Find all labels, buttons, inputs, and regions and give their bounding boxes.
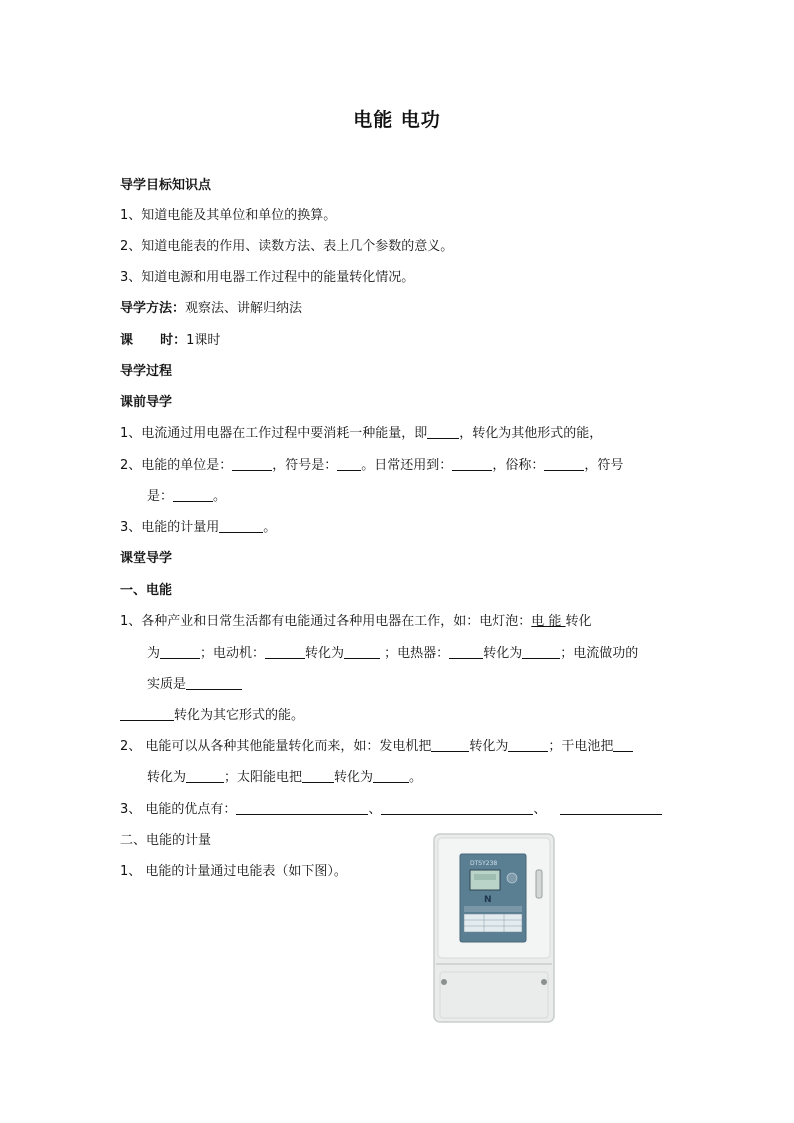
filled-answer: 电 能 — [531, 614, 566, 629]
answer-blank[interactable] — [522, 646, 560, 659]
s1-question-1: 1、各种产业和日常生活都有电能通过各种用电器在工作，如：电灯泡：电 能 转化 — [120, 614, 592, 629]
electric-meter-image — [432, 832, 556, 1024]
answer-blank[interactable] — [232, 458, 272, 471]
objective-3: 3、知道电源和用电器工作过程中的能量转化情况。 — [120, 270, 415, 285]
answer-blank[interactable] — [302, 770, 334, 783]
answer-blank[interactable] — [337, 458, 361, 471]
process-heading: 导学过程 — [120, 364, 173, 379]
method-value: 观察法、讲解归纳法 — [185, 301, 303, 316]
pre-question-3: 3、电能的计量用 。 — [120, 520, 277, 535]
answer-blank[interactable] — [236, 802, 368, 815]
answer-blank[interactable] — [431, 739, 469, 752]
answer-blank[interactable] — [186, 677, 242, 690]
meter-model-text: DTSY238 — [470, 860, 498, 867]
answer-blank[interactable] — [173, 489, 213, 502]
answer-blank[interactable] — [452, 458, 492, 471]
electric-meter-icon — [432, 832, 556, 1024]
answer-blank[interactable] — [219, 520, 263, 533]
answer-blank[interactable] — [186, 770, 224, 783]
s2-question-1: 1、 电能的计量通过电能表（如下图）。 — [120, 864, 347, 879]
answer-blank[interactable] — [508, 739, 548, 752]
s1-question-3: 3、 电能的优点有： 、 、 — [120, 801, 662, 819]
pre-heading: 课前导学 — [120, 395, 173, 410]
hours-label: 课 时： — [120, 333, 187, 348]
answer-blank[interactable] — [427, 426, 459, 439]
answer-blank[interactable] — [560, 802, 662, 815]
answer-blank[interactable] — [373, 770, 409, 783]
answer-blank[interactable] — [344, 646, 380, 659]
answer-blank[interactable] — [381, 802, 533, 815]
pre-question-2: 2、电能的单位是： ，符号是： 。日常还用到： ，俗称： ，符号 — [120, 458, 624, 473]
pre-question-1: 1、电流通过用电器在工作过程中要消耗一种能量，即 ，转化为其他形式的能， — [120, 426, 603, 441]
objective-1: 1、知道电能及其单位和单位的换算。 — [120, 208, 337, 223]
answer-blank[interactable] — [544, 458, 584, 471]
section-2-heading: 二、电能的计量 — [120, 833, 212, 848]
s1-question-2-cont: 转化为 ；太阳能电把 转化为 。 — [147, 770, 423, 785]
s1-question-1-cont: 为 ；电动机： 转化为 ；电热器： 转化为 ；电流做功的 — [147, 646, 639, 661]
answer-blank[interactable] — [265, 646, 305, 659]
method-line — [120, 300, 302, 318]
answer-blank[interactable] — [449, 646, 483, 659]
hours-line — [120, 332, 220, 350]
page-title: 电能 电功 — [353, 109, 441, 131]
answer-blank[interactable] — [613, 739, 633, 752]
meter-logo: N — [484, 895, 492, 905]
answer-blank[interactable] — [120, 708, 174, 721]
objectives-heading: 导学目标知识点 — [120, 178, 212, 193]
method-label: 导学方法： — [120, 301, 186, 316]
s1-question-1-cont2: 实质是 — [147, 676, 242, 694]
s1-question-1-cont3: 转化为其它形式的能。 — [120, 707, 304, 725]
objective-2: 2、知道电能表的作用、读数方法、表上几个参数的意义。 — [120, 239, 454, 254]
answer-blank[interactable] — [160, 646, 200, 659]
pre-question-2-cont: 是： 。 — [147, 489, 227, 504]
section-1-heading: 一、电能 — [120, 583, 173, 598]
s1-question-2: 2、 电能可以从各种其他能量转化而来，如：发电机把 转化为 ；干电池把 — [120, 738, 633, 756]
hours-value: 1课时 — [186, 333, 221, 348]
class-heading: 课堂导学 — [120, 551, 173, 566]
